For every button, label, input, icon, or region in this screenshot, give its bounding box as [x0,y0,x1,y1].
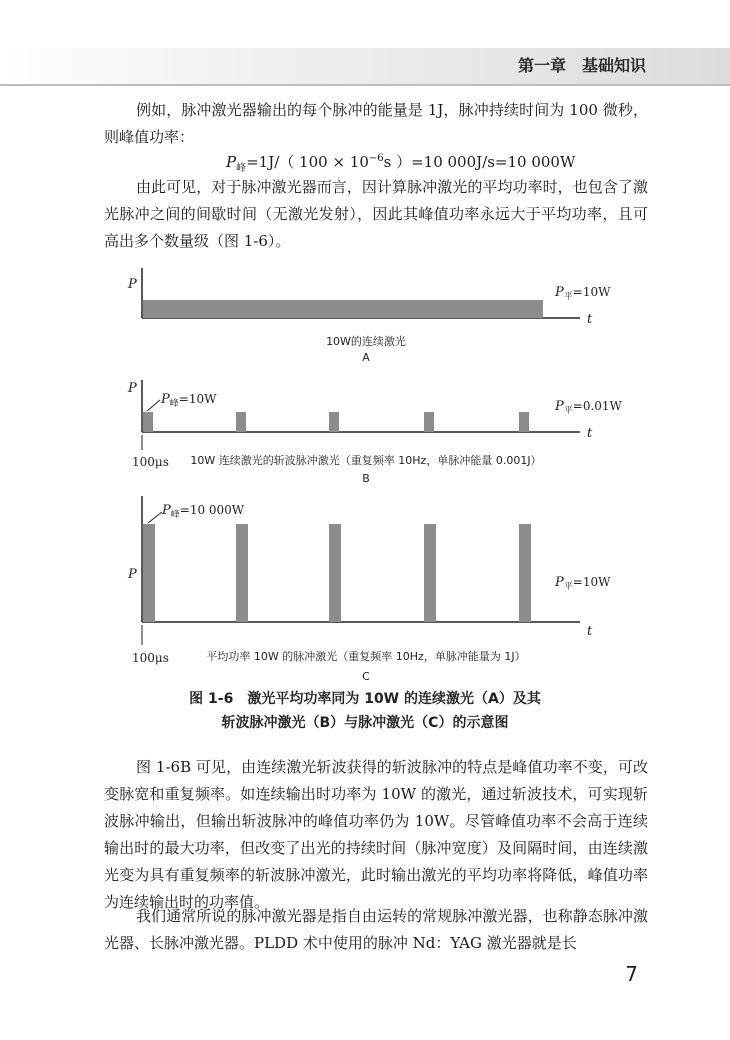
paragraph-4: 我们通常所说的脉冲激光器是指自由运转的常规脉冲激光器，也称静态脉冲激光器、长脉冲激光器。PLDD 术中使用的脉冲 Nd：YAG 激光器就是长 [104,907,648,952]
panel-b-peak-label: P峰=10W [161,392,217,409]
panel-c-axis-p: P [128,567,137,582]
panel-c-pulse-2 [236,524,248,622]
formula-rhs: s ）=10 000J/s=10 000W [383,153,576,171]
panel-c-width-label: 100μs [132,651,169,665]
panel-b-pulse-5 [519,412,529,432]
panel-c-peak-label: P峰=10 000W [162,503,245,520]
panel-a-axis-t: t [587,312,593,327]
panel-b-pulse-4 [424,412,434,432]
paragraph-2: 由此可见，对于脉冲激光器而言，因计算脉冲激光的平均功率时，也包含了激光脉冲之间的间歇时间（无激光发射），因此其峰值功率永远大于平均功率，且可高出多个数量级（图 1-6）。 [104,178,648,250]
panel-a-avg-label: P平=10W [555,285,611,302]
panel-a-letter: A [362,351,370,364]
panel-a-continuous-bar [143,300,543,318]
panel-c-pulse-4 [424,524,436,622]
figure-caption-line-2: 斩波脉冲激光（B）与脉冲激光（C）的示意图 [221,715,509,731]
chapter-title: 第一章 基础知识 [517,56,646,75]
formula-exponent: −6 [368,153,384,164]
panel-b-caption: 10W 连续激光的斩波脉冲激光（重复频率 10Hz，单脉冲能量 0.001J） [190,454,542,467]
paragraph-1: 例如，脉冲激光器输出的每个脉冲的能量是 1J，脉冲持续时间为 100 微秒，则峰值功率： [104,101,648,146]
panel-c-caption: 平均功率 10W 的脉冲激光（重复频率 10Hz，单脉冲能量为 1J） [206,650,526,663]
panel-c-pulse-3 [329,524,341,622]
panel-b-pulse-1 [143,412,153,432]
panel-b-pulse-2 [236,412,246,432]
panel-b-axis-t: t [587,426,593,441]
panel-b-axis-p: P [128,381,137,396]
figure-caption-line-1: 图 1-6 激光平均功率同为 10W 的连续激光（A）及其 [189,691,541,707]
panel-b-pulse-3 [329,412,339,432]
panel-c [127,496,611,683]
panel-b-avg-label: P平=0.01W [555,399,622,416]
panel-b-peak-pointer [147,400,160,411]
panel-c-axis-t: t [587,624,593,639]
panel-c-letter: C [362,670,370,683]
paragraph-3: 图 1-6B 可见，由连续激光斩波获得的斩波脉冲的特点是峰值功率不变，可改变脉宽和重复频率。如连续输出时功率为 10W 的激光，通过斩波技术，可实现斩波脉冲输出，但输出斩波脉冲的峰值功率仍为 10W。尽管峰值功率不会高于连续输出时的最大功率，但改变了出光的持续时间（脉冲宽度）及间隔时间，由连续激光变为具有重复频率的斩波脉冲激光，此时输出激光的平均功率将降低，峰值功率为连续输出时的功率值。 [104,758,648,911]
panel-c-peak-pointer [148,512,162,523]
panel-b-width-label: 100μs [132,455,169,469]
formula-symbol: P [226,153,237,171]
panel-b-letter: B [362,472,370,485]
panel-c-pulse-5 [519,524,531,622]
panel-c-pulse-1 [143,524,155,622]
panel-c-avg-label: P平=10W [555,575,611,592]
panel-b [127,380,623,485]
formula-lhs: =1J/（ 100 × 10 [246,153,369,171]
panel-a [127,268,611,364]
panel-a-caption: 10W的连续激光 [326,335,406,348]
formula-subscript: 峰 [236,163,247,174]
page-number: 7 [625,962,638,986]
panel-a-axis-p: P [128,277,137,292]
